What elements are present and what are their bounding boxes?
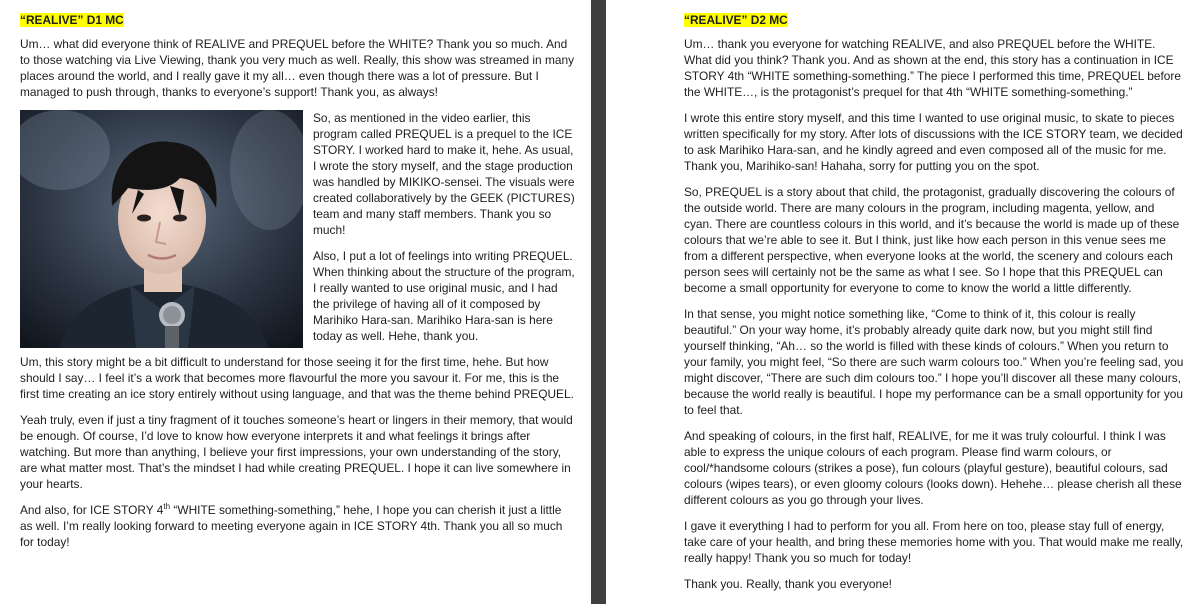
left-paragraph-1: Um… what did everyone think of REALIVE and PREQUEL before the WHITE? Thank you so much. And to those watching via Live Viewing, thank you very much as well. Really, this show was streamed in many places around the world, and I really gave it my all… even though there was a lot of pressure. But I managed to push through, thanks to everyone’s support! Thank you, as always! — [20, 37, 575, 99]
right-page — [606, 0, 1199, 604]
right-paragraph-6: I gave it everything I had to perform for you all. From here on too, please stay full of energy, take care of your health, and bring these memories home with you. That would make me really, really happy! Thank you so much for today! — [684, 519, 1184, 565]
left-paragraph-5: Yeah truly, even if just a tiny fragment of it touches someone’s heart or lingers in their memory, that would be enough. Of course, I’d love to know how everyone interprets it and what feelings it brings after watching. But more than anything, I believe your first impressions, your own understanding of the story, are what matter most. That’s the mindset I had while creating PREQUEL. I hope it can live somewhere in your hearts. — [20, 413, 573, 491]
right-paragraph-3: So, PREQUEL is a story about that child, the protagonist, gradually discovering the colours of the outside world. There are many colours in the program, including magenta, yellow, and cyan. There are countless colours in this world, and it’s because the world is made up of these colours that we’re able to see it. But I think, just like how each person in this venue sees me from a different perspective, when everyone looks at the world, the scenery and colours each person sees will certainly not be the same as what I see. So I hope that this PREQUEL can become a small opportunity for everyone to come to know the world a little differently. — [684, 185, 1180, 295]
right-paragraph-1: Um… thank you everyone for watching REALIVE, and also PREQUEL before the WHITE. What did you think? Thank you. And as shown at the end, this story has a continuation in ICE STORY 4th “WHITE something-something.” The piece I performed this time, PREQUEL before the WHITE…, is the protagonist’s prequel for that 4th “WHITE something-something.” — [684, 37, 1181, 99]
right-paragraph-5: And speaking of colours, in the first half, REALIVE, for me it was truly colourful. I think I was able to express the unique colours of each program. Please find warm colours, or cool/*handsome colours (strikes a pose), fun colours (playful gesture), beautiful colours, sad colours (wipes tears), or even gloomy colours (looks down). Hehehe… please cherish all these different colours as you go through your lives. — [684, 429, 1182, 507]
right-paragraph-4: In that sense, you might notice something like, “Come to think of it, this colour is really beautiful.” On your way home, it’s probably already quite dark now, but you might still find yourself thinking, “Ah… so the world is filled with these kinds of colours.” When you return to your family, you might feel, “So there are such warm colours too.” When you’re feeling sad, you might discover, “There are such dim colours too.” I hope you’ll discover all these many colours, because the world really is beautiful. I hope my performance can be a small opportunity for you to feel that. — [684, 307, 1184, 417]
left-paragraph-6: And also, for ICE STORY 4th “WHITE something-something,” hehe, I hope you can cherish it just a little as well. I’m really looking forward to meeting everyone again in ICE STORY 4th. Thank you all so much for today! — [20, 502, 563, 549]
left-paragraph-2: So, as mentioned in the video earlier, this program called PREQUEL is a prequel to the ICE STORY. I worked hard to make it, hehe. As usual, I wrote the story myself, and the stage production was handled by MIKIKO-sensei. The visuals were created collaboratively by the GEEK (PICTURES) team and many staff members. Thank you so much! — [313, 111, 575, 237]
performer-photo — [20, 110, 303, 348]
right-paragraph-2: I wrote this entire story myself, and this time I wanted to use original music, to skate to pieces written specifically for my story. After lots of discussions with the ICE STORY team, we decided to ask Marihiko Hara-san, and he kindly agreed and even composed all of the music for me. Thank you, Marihiko-san! Hahaha, sorry for putting you on the spot. — [684, 111, 1183, 173]
right-page-heading: “REALIVE” D2 MC — [684, 13, 788, 27]
left-page — [0, 0, 591, 604]
left-paragraph-4: Um, this story might be a bit difficult to understand for those seeing it for the first time, hehe. But how should I say… I feel it’s a work that becomes more flavourful the more you savour it. For me, this is the first time creating an ice story entirely without using language, and that was the theme behind PREQUEL. — [20, 355, 574, 401]
page-divider — [591, 0, 606, 604]
right-paragraph-7: Thank you. Really, thank you everyone! — [684, 577, 892, 591]
left-paragraph-3: Also, I put a lot of feelings into writing PREQUEL. When thinking about the structure of the program, I really wanted to use original music, and I had the privilege of having all of it composed by Marihiko Hara-san. Marihiko Hara-san is here today as well. Hehe, thank you. — [313, 249, 575, 343]
left-page-heading: “REALIVE” D1 MC — [20, 13, 124, 27]
